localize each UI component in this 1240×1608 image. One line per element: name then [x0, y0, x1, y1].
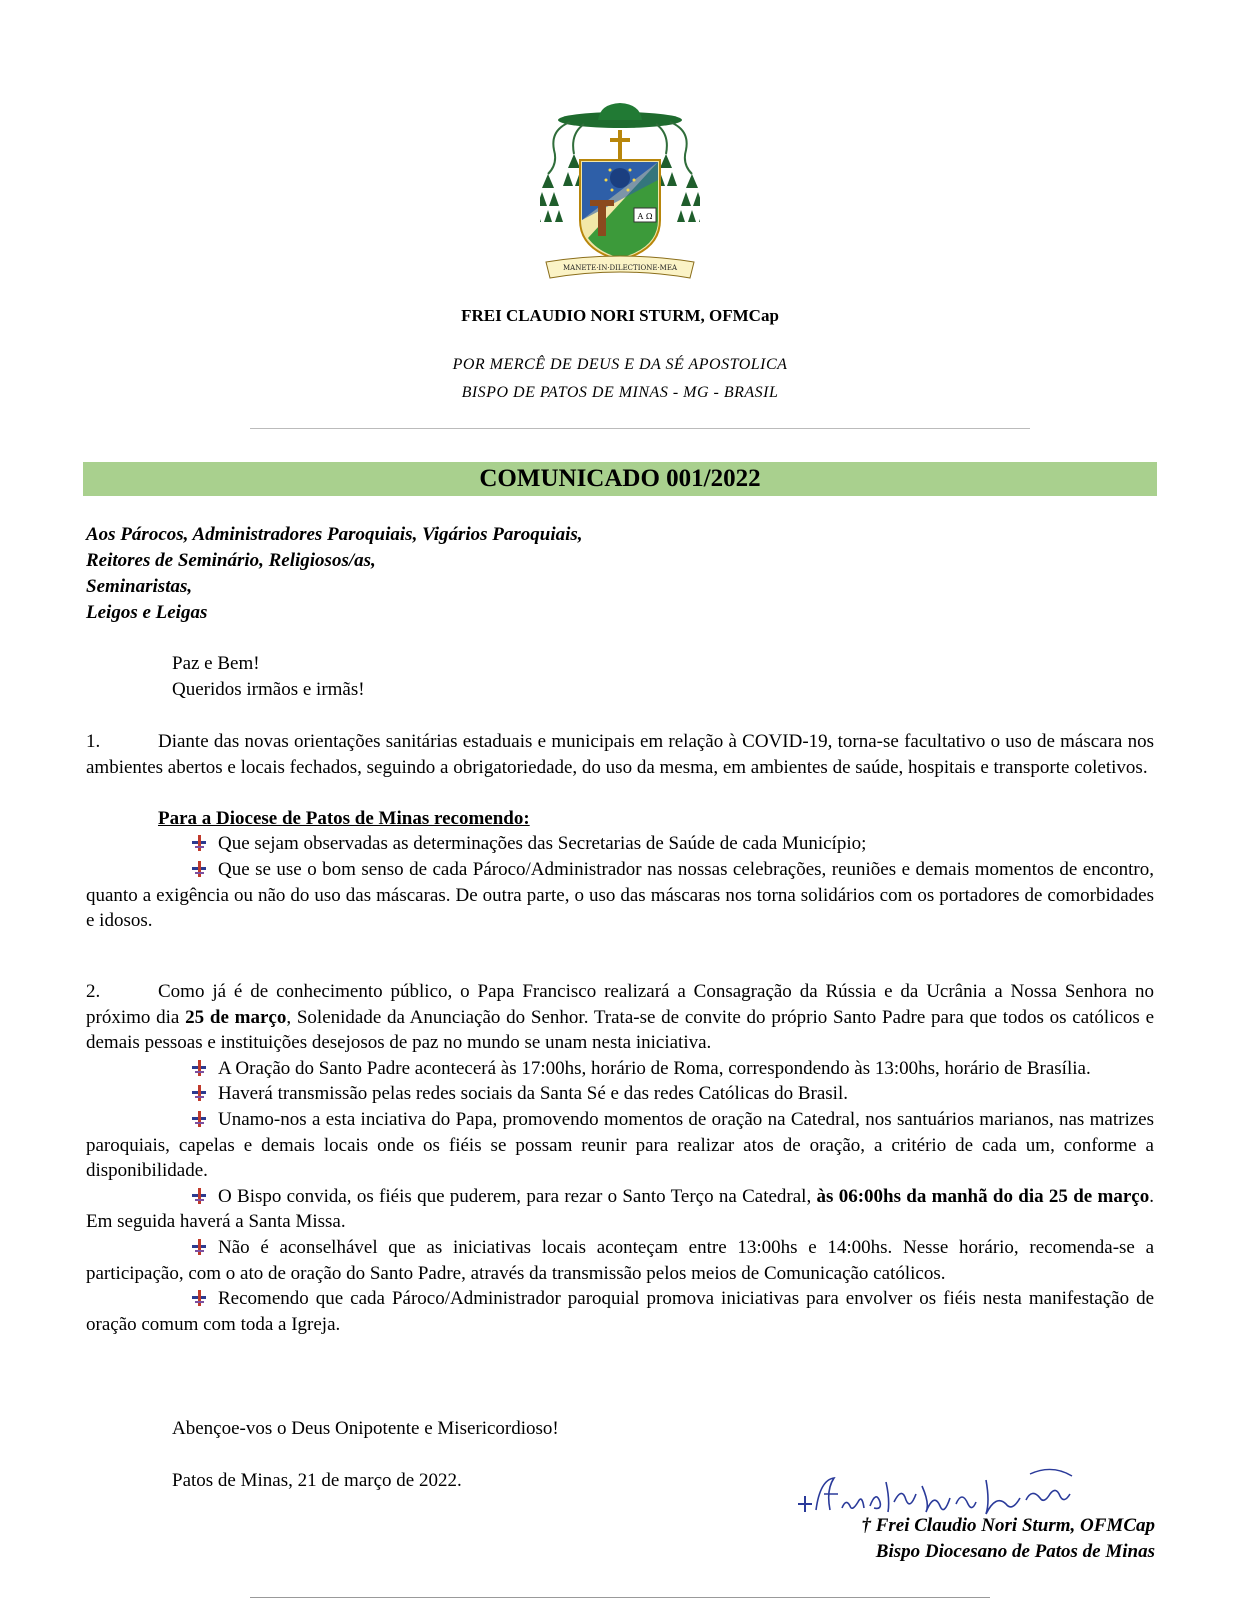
bullet-bold-text: às 06:00hs da manhã do dia 25 de março	[816, 1185, 1150, 1207]
section-1-paragraph	[86, 729, 1154, 780]
blessing: Abençoe-vos o Deus Onipotente e Misericordioso!	[172, 1418, 559, 1439]
pushpin-bullet-icon	[190, 835, 208, 851]
bullet-text: Recomendo que cada Pároco/Administrador paroquial promova iniciativas para envolver os fiéis nesta manifestação de oração comum com toda a Igreja.	[86, 1288, 1154, 1335]
bullet-text: A Oração do Santo Padre acontecerá às 17:00hs, horário de Roma, correspondendo às 13:00hs, horário de Brasília.	[218, 1057, 1091, 1079]
pushpin-bullet-icon	[190, 1290, 208, 1306]
motto-text: MANETE·IN·DILECTIONE·MEA	[562, 264, 678, 272]
pushpin-bullet-icon	[190, 1188, 208, 1204]
pushpin-bullet-icon	[190, 1085, 208, 1101]
bullet-text-rest: . Em seguida haverá a Santa Missa.	[86, 1185, 1154, 1233]
bullet-item	[86, 1235, 1154, 1286]
section-2-paragraph	[86, 979, 1154, 1056]
greeting	[172, 651, 365, 703]
bullet-item	[86, 1286, 1154, 1337]
addressee-line: Leigos e Leigas	[86, 602, 208, 623]
bullet-text: O Bispo convida, os fiéis que puderem, para rezar o Santo Terço na Catedral,	[218, 1185, 817, 1207]
section-2-text-rest: , Solenidade da Anunciação do Senhor. Trata-se de convite do próprio Santo Padre para que todos os católicos e demais pessoas e instituições desejosos de paz no mundo se unam nesta iniciativa.	[86, 1006, 1154, 1054]
signatory-role: Bispo Diocesano de Patos de Minas	[875, 1541, 1155, 1562]
bullet-text: Que sejam observadas as determinações das Secretarias de Saúde de cada Município;	[218, 833, 867, 855]
addressee-line: Seminaristas,	[86, 576, 193, 597]
bullet-text: Não é aconselhável que as iniciativas locais aconteçam entre 13:00hs e 14:00hs. Nesse horário, recomenda-se a participação, com o ato de oração do Santo Padre, através da transmissão pelos meios de Comunicação católicos.	[86, 1236, 1154, 1284]
section-2-date: 25 de março	[185, 1006, 287, 1028]
pushpin-bullet-icon	[190, 1239, 208, 1255]
greeting-line: Paz e Bem!	[172, 653, 260, 674]
section-2	[86, 979, 1154, 1337]
title-line-2: BISPO DE PATOS DE MINAS - MG - BRASIL	[461, 384, 779, 401]
pushpin-bullet-icon	[190, 1060, 208, 1076]
book-text: A Ω	[637, 212, 653, 221]
addressees	[86, 522, 583, 626]
recommend-heading: Para a Diocese de Patos de Minas recomendo:	[158, 807, 530, 829]
bullet-item	[86, 1107, 1154, 1184]
bishop-name: FREI CLAUDIO NORI STURM, OFMCap	[461, 306, 779, 325]
addressee-line: Aos Párocos, Administradores Paroquiais, Vigários Paroquiais,	[86, 524, 583, 545]
title-line-1: POR MERCÊ DE DEUS E DA SÉ APOSTOLICA	[452, 356, 788, 373]
section-2-text: Como já é de conhecimento público, o Papa Francisco realizará a Consagração da Rússia e da Ucrânia a Nossa Senhora no próximo dia	[86, 981, 1154, 1028]
bullet-item	[86, 1056, 1154, 1082]
bullet-text: Que se use o bom senso de cada Pároco/Administrador nas nossas celebrações, reuniões e demais momentos de encontro, quanto a exigência ou não do uso das máscaras. De outra parte, o uso das máscaras nos torna solidários com os portadores de comorbidades e idosos.	[86, 858, 1154, 932]
addressee-line: Reitores de Seminário, Religiosos/as,	[86, 550, 376, 571]
signatory-name: † Frei Claudio Nori Sturm, OFMCap	[861, 1515, 1155, 1536]
section-1	[86, 729, 1154, 934]
greeting-line: Queridos irmãos e irmãs!	[172, 679, 365, 700]
bullet-text: Unamo-nos a esta inciativa do Papa, promovendo momentos de oração na Catedral, nos santuários marianos, nas matrizes paroquiais, capelas e demais locais onde os fiéis se possam reunir para realizar atos de oração, a critério de cada um, conforme a disponibilidade.	[86, 1108, 1154, 1182]
section-number: 2.	[86, 981, 101, 1002]
handwritten-signature	[790, 1460, 1090, 1522]
bullet-item	[86, 1184, 1154, 1235]
coat-of-arms-icon	[540, 100, 700, 286]
bullet-text: Haverá transmissão pelas redes sociais da Santa Sé e das redes Católicas do Brasil.	[218, 1083, 848, 1105]
bullet-item	[86, 1081, 1154, 1107]
communique-banner: COMUNICADO 001/2022	[83, 462, 1157, 496]
place-date: Patos de Minas, 21 de março de 2022.	[172, 1470, 462, 1491]
header-divider	[250, 428, 1030, 429]
bullet-item	[86, 831, 1154, 857]
pushpin-bullet-icon	[190, 861, 208, 877]
footer-divider	[250, 1597, 990, 1598]
section-number: 1.	[86, 731, 101, 752]
pushpin-bullet-icon	[190, 1111, 208, 1127]
bullet-item	[86, 857, 1154, 934]
section-1-text: Diante das novas orientações sanitárias estaduais e municipais em relação à COVID-19, torna-se facultativo o uso de máscara nos ambientes abertos e locais fechados, seguindo a obrigatoriedade, do uso da mesma, em ambientes de saúde, hospitais e transporte coletivos.	[86, 731, 1154, 778]
